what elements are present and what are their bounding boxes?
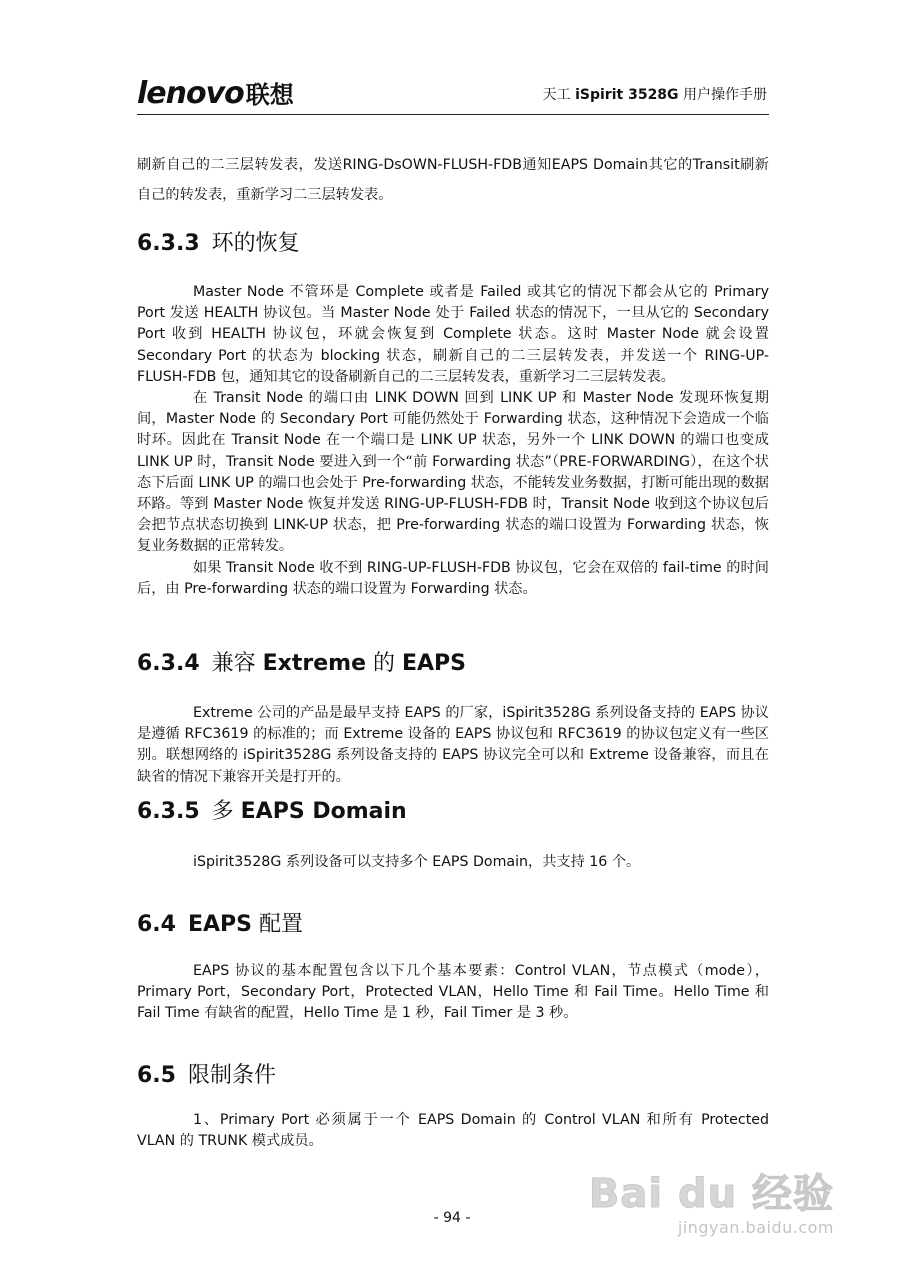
section-heading-6-5 — [137, 1061, 276, 1091]
lenovo-logo — [137, 76, 294, 113]
watermark-url: jingyan.baidu.com — [677, 1218, 834, 1237]
manual-title-suffix: 用户操作手册 — [678, 87, 767, 103]
paragraph: Master Node 不管环是 Complete 或者是 Failed 或其它的情况下都会从它的 Primary Port 发送 HEALTH 协议包。当 Master Node 处于 Failed 状态的情况下，一旦从它的 Secondary Port 收到 HEALTH 协议包，环就会恢复到 Complete 状态。这时 Master Node 就会设置 Secondary Port 的状态为 blocking 状态，刷新自己的二三层转发表，并发送一个 RING-UP-FLUSH-FDB 包，通知其它的设备刷新自己的二三层转发表，重新学习二三层转发表。 — [137, 284, 769, 385]
manual-title-product: iSpirit 3528G — [575, 87, 679, 103]
section-title-part: 配置 — [252, 912, 304, 937]
logo-cn-text: 联想 — [245, 81, 294, 109]
paragraph: EAPS 协议的基本配置包含以下几个基本要素：Control VLAN，节点模式（mode），Primary Port，Secondary Port，Protected VLAN，Hello Time 和 Fail Time。Hello Time 和 Fail Time 有缺省的配置，Hello Time 是 1 秒，Fail Timer 是 3 秒。 — [137, 963, 769, 1022]
section-heading-6-3-5 — [137, 797, 407, 827]
section-number: 6.3.4 — [137, 651, 200, 676]
section-heading-6-3-3 — [137, 229, 300, 259]
section-number: 6.4 — [137, 912, 176, 937]
paragraph: Extreme 公司的产品是最早支持 EAPS 的厂家，iSpirit3528G 系列设备支持的 EAPS 协议是遵循 RFC3619 的标准的；而 Extreme 设备的 EAPS 协议包和 RFC3619 的协议包定义有一些区别。联想网络的 iSpirit3528G 系列设备支持的 EAPS 协议完全可以和 Extreme 设备兼容，而且在缺省的情况下兼容开关是打开的。 — [137, 705, 769, 785]
section-title-part: EAPS — [402, 651, 467, 676]
paragraph: 1、Primary Port 必须属于一个 EAPS Domain 的 Control VLAN 和所有 Protected VLAN 的 TRUNK 模式成员。 — [137, 1112, 769, 1150]
section-heading-6-3-4 — [137, 649, 466, 679]
section-6-3-5-body — [137, 852, 769, 873]
section-title-part: EAPS — [187, 912, 253, 937]
section-6-3-4-body — [137, 703, 769, 788]
section-number: 6.3.3 — [137, 231, 200, 256]
section-title: 环的恢复 — [211, 231, 300, 256]
section-number: 6.5 — [137, 1063, 176, 1088]
section-heading-6-4 — [137, 910, 303, 940]
manual-title — [543, 85, 767, 105]
paragraph: 如果 Transit Node 收不到 RING-UP-FLUSH-FDB 协议包，它会在双倍的 fail-time 的时间后，由 Pre-forwarding 状态的端口设置为 Forwarding 状态。 — [137, 559, 769, 597]
watermark-brand: Bai du 经验 — [588, 1171, 834, 1217]
baidu-watermark — [588, 1162, 834, 1252]
manual-title-prefix: 天工 — [542, 87, 576, 103]
section-title-part: 多 — [211, 799, 241, 824]
section-6-3-3-body — [137, 282, 769, 600]
intro-paragraph — [137, 150, 769, 210]
section-title-part: Extreme — [262, 651, 366, 676]
paragraph: 在 Transit Node 的端口由 LINK DOWN 回到 LINK UP 和 Master Node 发现环恢复期间，Master Node 的 Secondary Port 可能仍然处于 Forwarding 状态，这种情况下会造成一个临时环。因此在 Transit Node 在一个端口是 LINK UP 状态，另外一个 LINK DOWN 的端口也变成 LINK UP 时，Transit Node 要进入到一个“前 Forwarding 状态”（PRE-FORWARDING），在这个状态下后面 LINK UP 的端口也会处于 Pre-forwarding 状态，不能转发业务数据，打断可能出现的数据环路。等到 Master Node 恢复并发送 RING-UP-FLUSH-FDB 时，Transit Node 收到这个协议包后会把节点状态切换到 LINK-UP 状态，把 Pre-forwarding 状态的端口设置为 Forwarding 状态，恢复业务数据的正常转发。 — [137, 390, 769, 555]
section-title: 限制条件 — [187, 1063, 276, 1088]
intro-text: 刷新自己的二三层转发表，发送RING-DsOWN-FLUSH-FDB通知EAPS Domain其它的Transit刷新自己的转发表，重新学习二三层转发表。 — [137, 157, 769, 203]
logo-text: lenovo — [137, 76, 244, 111]
section-title-part: 的 — [366, 651, 402, 676]
section-6-4-body — [137, 961, 769, 1025]
section-number: 6.3.5 — [137, 799, 200, 824]
paragraph: iSpirit3528G 系列设备可以支持多个 EAPS Domain，共支持 16 个。 — [193, 854, 641, 870]
section-6-5-body — [137, 1110, 769, 1152]
section-title-part: 兼容 — [211, 651, 263, 676]
page-header — [137, 74, 769, 115]
section-title-part: EAPS Domain — [240, 799, 407, 824]
page-number: - 94 - — [433, 1210, 471, 1226]
